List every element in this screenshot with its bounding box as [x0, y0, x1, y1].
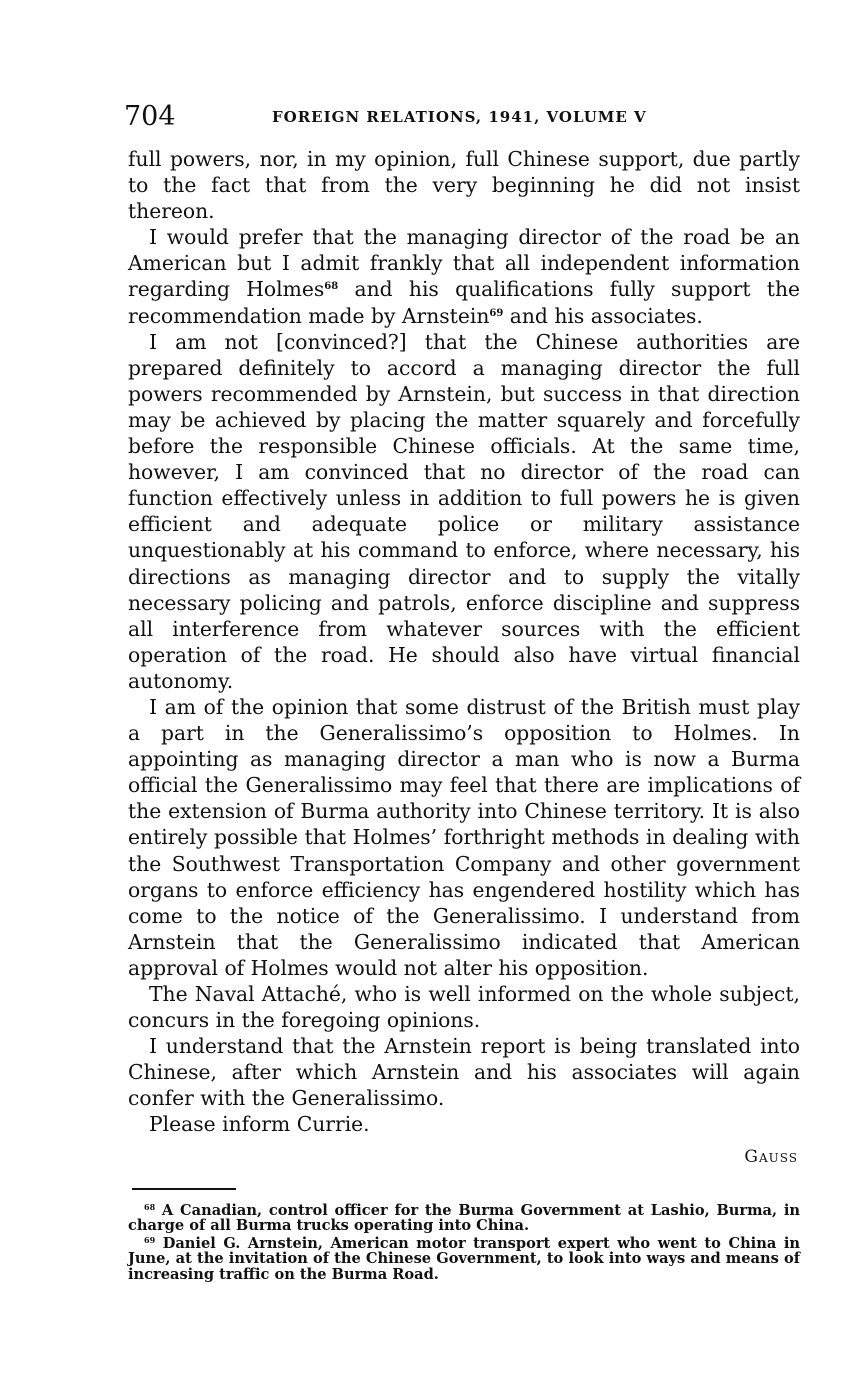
page: [124, 100, 801, 1284]
paragraph-2: [128, 224, 800, 328]
paragraph-7: Please inform Currie.: [149, 1112, 370, 1137]
footnote-text: A Canadian, control officer for the Burma Government at Lashio, Burma, in charge of all Burma trucks operating into China.: [128, 1201, 800, 1235]
paragraph-2-part-c: and his associates.: [509, 303, 703, 328]
paragraph-4: I am of the opinion that some distrust of the British must play a part in the Generalissimo’s opposition to Holmes. In appointing as managing director a man who is now a Burma official the Generalissimo may feel that there are implications of the extension of Burma authority into Chinese territory. It is also entirely possible that Holmes’ forthright methods in dealing with the Southwest Transportation Company and other government organs to enforce efficiency has engendered hostility which has come to the notice of the Generalissimo. I understand from Arnstein that the Generalissimo indicated that American approval of Holmes would not alter his opposition.: [128, 694, 800, 980]
body-text: [128, 146, 800, 1138]
paragraph-1: full powers, nor, in my opinion, full Chinese support, due partly to the fact that from the very beginning he did not insist thereon.: [128, 147, 800, 224]
paragraph-6: I understand that the Arnstein report is being translated into Chinese, after which Arnstein and his associates will again confer with the Generalissimo.: [128, 1034, 800, 1111]
footnote-ref-69: 69: [489, 307, 504, 319]
footnote-68: [128, 1203, 800, 1234]
footnote-text: Daniel G. Arnstein, American motor transport expert who went to China in June, at the invitation of the Chinese Government, to look into ways and means of increasing traffic on the Burma Road.: [128, 1234, 800, 1283]
page-header: [124, 100, 800, 134]
footnote-69: [128, 1236, 800, 1283]
paragraph-5: The Naval Attaché, who is well informed on the whole subject, concurs in the foregoing opinions.: [128, 982, 800, 1033]
footnote-marker: 68: [144, 1201, 156, 1212]
footnote-divider: [132, 1188, 236, 1190]
running-head: FOREIGN RELATIONS, 1941, VOLUME V: [272, 108, 647, 126]
page-number: 704: [124, 101, 176, 132]
footnote-marker: 69: [144, 1234, 156, 1245]
footnotes: [128, 1203, 800, 1283]
signature: Gauss: [744, 1146, 798, 1167]
footnote-ref-68: 68: [324, 281, 339, 293]
paragraph-2-part-b: and his qualifications fully support the recommendation made by Arnstein: [128, 277, 801, 328]
paragraph-2-part-a: I would prefer that the managing director of the road be an American but I admit frankly that all independent information regarding Holmes: [128, 225, 800, 302]
paragraph-3: I am not [convinced?] that the Chinese authorities are prepared definitely to accord a managing director the full powers recommended by Arnstein, but success in that direction may be achieved by placing the matter squarely and forcefully before the responsible Chinese officials. At the same time, however, I am convinced that no director of the road can function effectively unless in addition to full powers he is given efficient and adequate police or military assistance unquestionably at his command to enforce, where necessary, his directions as managing director and to supply the vitally necessary policing and patrols, enforce discipline and suppress all interference from whatever sources with the efficient operation of the road. He should also have virtual financial autonomy.: [128, 329, 800, 693]
